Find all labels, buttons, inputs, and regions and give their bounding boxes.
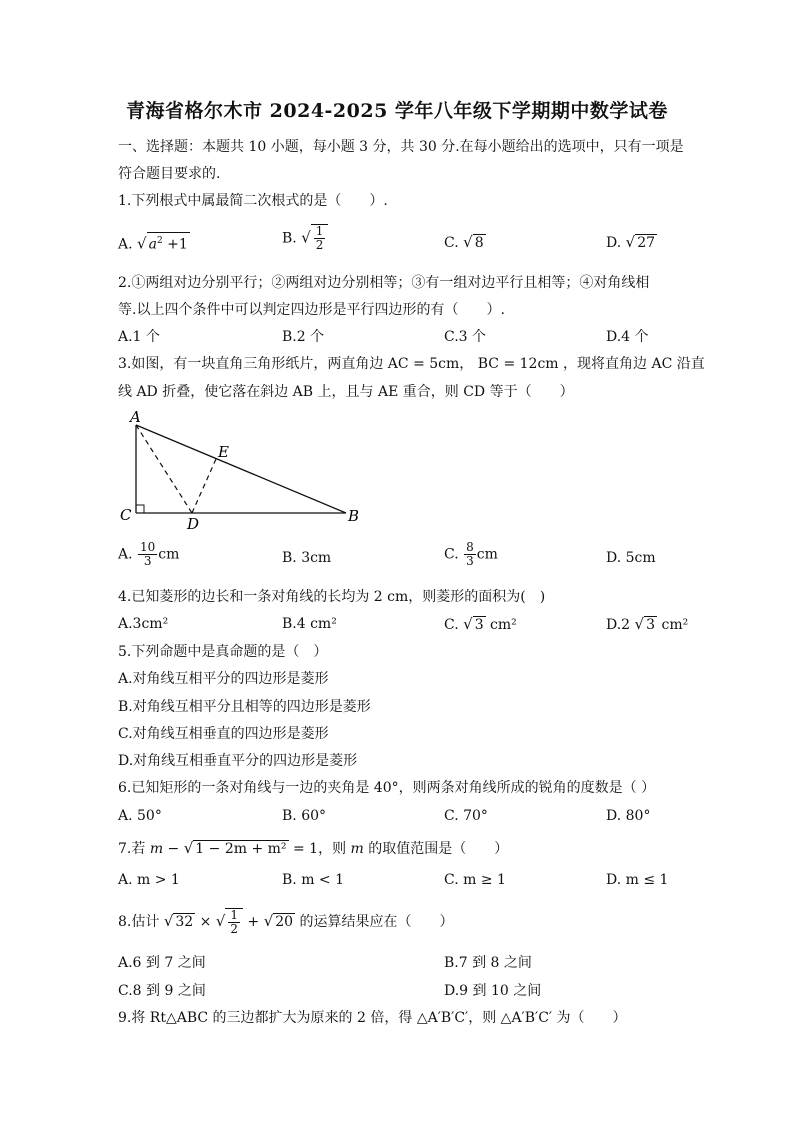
q5-option-c: C.对角线互相垂直的四边形是菱形: [118, 726, 329, 742]
section-instructions-line2: 符合题目要求的.: [118, 166, 221, 182]
q7-stem: 7.若 m − √ 1 − 2m + m² = 1，则 m 的取值范围是（ ）: [118, 839, 509, 857]
q4-option-a: A.3cm²: [118, 616, 169, 632]
q3-option-a: A. $\frac{10}{3}$ cm: [118, 540, 180, 568]
q7-option-c: C. m ≥ 1: [444, 872, 506, 888]
right-angle-mark: [136, 505, 144, 513]
q8-option-a: A.6 到 7 之间: [118, 955, 206, 971]
q5-stem: 5.下列命题中是真命题的是（ ）: [118, 644, 328, 660]
side-ab: [136, 425, 346, 513]
q3-triangle-figure: [110, 405, 370, 535]
q5-option-d: D.对角线互相垂直平分的四边形是菱形: [118, 753, 358, 769]
q9-stem: 9.将 Rt△ABC 的三边都扩大为原来的 2 倍，得 △A′B′C′，则 △A′B′C′ 为（ ）: [118, 1010, 627, 1026]
q6-option-d: D. 80°: [606, 808, 651, 824]
label-b: B: [348, 507, 360, 525]
q5-option-b: B.对角线互相平分且相等的四边形是菱形: [118, 699, 371, 715]
q6-option-b: B. 60°: [282, 808, 327, 824]
q7-option-d: D. m ≤ 1: [606, 872, 669, 888]
label-c: C: [120, 506, 132, 524]
q4-stem: 4.已知菱形的边长和一条对角线的长均为 2 cm，则菱形的面积为( ): [118, 589, 546, 605]
q2-option-b: B.2 个: [282, 329, 325, 345]
q7-option-b: B. m < 1: [282, 872, 345, 888]
q4-option-b: B.4 cm²: [282, 616, 337, 632]
q6-option-a: A. 50°: [118, 808, 162, 824]
q2-option-c: C.3 个: [444, 329, 487, 345]
q2-stem-line2: 等.以上四个条件中可以判定四边形是平行四边形的有（ ）.: [118, 302, 505, 318]
q5-option-a: A.对角线互相平分的四边形是菱形: [118, 671, 329, 687]
fold-ad: [136, 425, 192, 513]
q7-option-a: A. m > 1: [118, 872, 180, 888]
q3-option-b: B. 3cm: [282, 550, 332, 566]
q1-option-d: D. √ 27: [606, 233, 656, 251]
label-d: D: [187, 515, 200, 533]
q3-stem-line2: 线 AD 折叠，使它落在斜边 AB 上，且与 AE 重合，则 CD 等于（ ）: [118, 384, 574, 400]
q8-option-d: D.9 到 10 之间: [444, 983, 542, 999]
section-instructions-line1: 一、选择题：本题共 10 小题，每小题 3 分，共 30 分.在每小题给出的选项中，只有一项是: [118, 139, 684, 155]
q2-option-d: D.4 个: [606, 329, 649, 345]
q3-option-c: C. $\frac{8}{3}$ cm: [444, 540, 498, 568]
q4-option-c: C. √ 3 cm²: [444, 615, 517, 633]
exam-title: 青海省格尔木市 2024-2025 学年八年级下学期期中数学试卷: [126, 100, 668, 122]
fold-de: [192, 459, 216, 513]
q3-option-d: D. 5cm: [606, 550, 656, 566]
q1-option-c: C. √ 8: [444, 233, 484, 251]
q6-option-c: C. 70°: [444, 808, 488, 824]
q8-stem: 8.估计 √ 32 × √ $\frac{1}{2}$ + √ 20 的运算结果应在（ ）: [118, 907, 454, 936]
q4-option-d: D.2 √ 3 cm²: [606, 615, 689, 633]
label-e: E: [218, 443, 229, 461]
q2-stem-line1: 2.①两组对边分别平行；②两组对边分别相等；③有一组对边平行且相等；④对角线相: [118, 275, 650, 291]
q8-option-c: C.8 到 9 之间: [118, 983, 206, 999]
q8-option-b: B.7 到 8 之间: [444, 955, 532, 971]
label-a: A: [130, 408, 141, 426]
q1-option-b: B. √ $\frac{1}{2}$: [282, 224, 328, 252]
q6-stem: 6.已知矩形的一条对角线与一边的夹角是 40°，则两条对角线所成的锐角的度数是（ ）: [118, 780, 656, 796]
q1-stem: 1.下列根式中属最简二次根式的是（ ）.: [118, 193, 388, 209]
q1-option-a: A. √ $a^2 +1$: [118, 232, 190, 255]
q2-option-a: A.1 个: [118, 329, 160, 345]
q3-stem-line1: 3.如图，有一块直角三角形纸片，两直角边 AC = 5cm， BC = 12cm ，现将直角边 AC 沿直: [118, 356, 705, 372]
